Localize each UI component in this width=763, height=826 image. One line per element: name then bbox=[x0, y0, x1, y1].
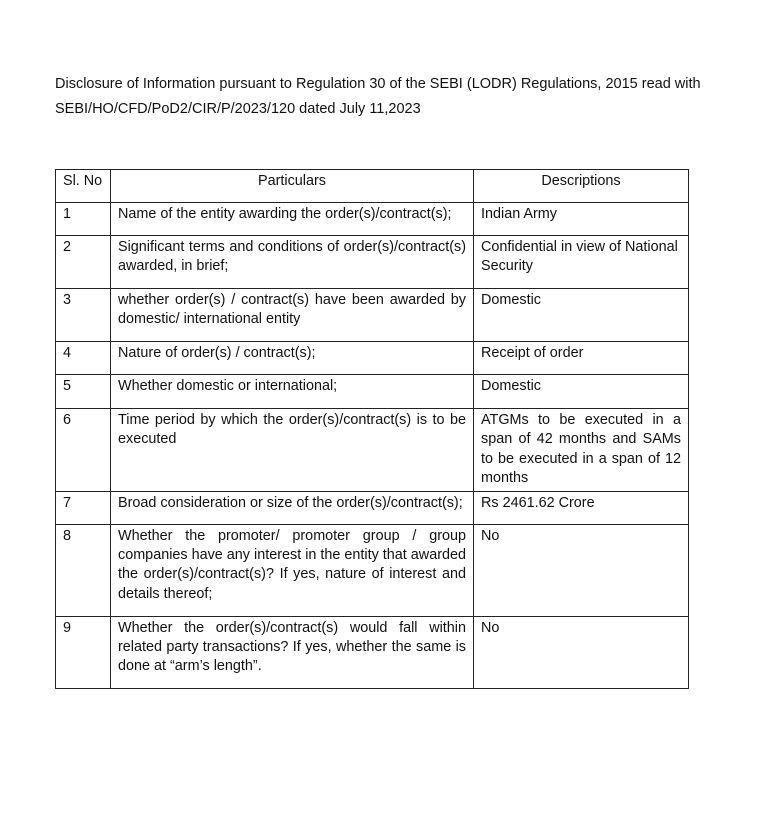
table-row bbox=[56, 409, 689, 492]
row-description: Domestic bbox=[474, 289, 689, 342]
header-sl-no: Sl. No bbox=[56, 170, 111, 203]
row-description: Confidential in view of National Security bbox=[474, 236, 689, 289]
row-number: 3 bbox=[56, 289, 111, 342]
row-particular: Whether domestic or international; bbox=[111, 375, 474, 409]
row-particular: Broad consideration or size of the order(s)/contract(s); bbox=[111, 491, 474, 524]
table-row bbox=[56, 236, 689, 289]
row-particular: Significant terms and conditions of order(s)/contract(s) awarded, in brief; bbox=[111, 236, 474, 289]
table-row bbox=[56, 524, 689, 616]
table-row bbox=[56, 289, 689, 342]
heading-line-2: SEBI/HO/CFD/PoD2/CIR/P/2023/120 dated July 11,2023 bbox=[55, 100, 421, 117]
row-number: 9 bbox=[56, 616, 111, 688]
row-particular: Whether the promoter/ promoter group / group companies have any interest in the entity that awarded the order(s)/contract(s)? If yes, nature of interest and details thereof; bbox=[111, 524, 474, 616]
table-row bbox=[56, 203, 689, 236]
row-description: ATGMs to be executed in a span of 42 months and SAMs to be executed in a span of 12 months bbox=[474, 409, 689, 492]
disclosure-table bbox=[55, 169, 689, 689]
row-number: 5 bbox=[56, 375, 111, 409]
table-row bbox=[56, 342, 689, 375]
row-particular: Name of the entity awarding the order(s)/contract(s); bbox=[111, 203, 474, 236]
row-particular: Nature of order(s) / contract(s); bbox=[111, 342, 474, 375]
row-description: Rs 2461.62 Crore bbox=[474, 491, 689, 524]
row-description: No bbox=[474, 616, 689, 688]
row-number: 1 bbox=[56, 203, 111, 236]
table-header-row bbox=[56, 170, 689, 203]
header-descriptions: Descriptions bbox=[474, 170, 689, 203]
row-description: No bbox=[474, 524, 689, 616]
heading-line-1: Disclosure of Information pursuant to Regulation 30 of the SEBI (LODR) Regulations, 2015 read with bbox=[55, 76, 701, 92]
row-description: Receipt of order bbox=[474, 342, 689, 375]
row-description: Domestic bbox=[474, 375, 689, 409]
disclosure-heading bbox=[55, 72, 745, 121]
row-particular: Time period by which the order(s)/contract(s) is to be executed bbox=[111, 409, 474, 492]
row-particular: whether order(s) / contract(s) have been awarded by domestic/ international entity bbox=[111, 289, 474, 342]
row-particular: Whether the order(s)/contract(s) would fall within related party transactions? If yes, whether the same is done at “arm’s length”. bbox=[111, 616, 474, 688]
table-row bbox=[56, 616, 689, 688]
row-number: 7 bbox=[56, 491, 111, 524]
header-particulars: Particulars bbox=[111, 170, 474, 203]
row-number: 4 bbox=[56, 342, 111, 375]
row-number: 6 bbox=[56, 409, 111, 492]
row-number: 8 bbox=[56, 524, 111, 616]
row-number: 2 bbox=[56, 236, 111, 289]
table-row bbox=[56, 491, 689, 524]
row-description: Indian Army bbox=[474, 203, 689, 236]
table-row bbox=[56, 375, 689, 409]
